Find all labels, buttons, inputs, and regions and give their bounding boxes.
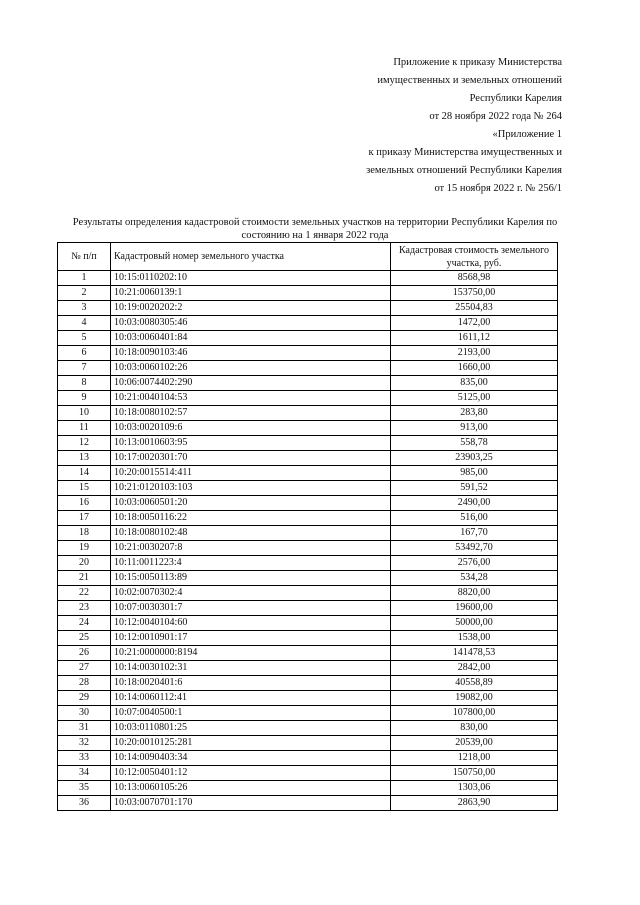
table-row <box>58 391 558 406</box>
cadastral-value: 985,00 <box>391 466 558 481</box>
table-row <box>58 496 558 511</box>
cadastral-value: 2842,00 <box>391 661 558 676</box>
cadastral-number: 10:15:0110202:10 <box>111 271 391 286</box>
row-number: 35 <box>58 781 111 796</box>
header-line: к приказу Министерства имущественных и <box>368 147 562 158</box>
cadastral-number: 10:12:0050401:12 <box>111 766 391 781</box>
row-number: 25 <box>58 631 111 646</box>
row-number: 29 <box>58 691 111 706</box>
cadastral-value: 913,00 <box>391 421 558 436</box>
table-row <box>58 451 558 466</box>
table-row <box>58 466 558 481</box>
cadastral-number: 10:18:0050116:22 <box>111 511 391 526</box>
row-number: 7 <box>58 361 111 376</box>
row-number: 20 <box>58 556 111 571</box>
table-row <box>58 436 558 451</box>
row-number: 19 <box>58 541 111 556</box>
cadastral-value: 53492,70 <box>391 541 558 556</box>
cadastral-number: 10:03:0070701:170 <box>111 796 391 811</box>
cadastral-value: 1611,12 <box>391 331 558 346</box>
cadastral-number: 10:21:0030207:8 <box>111 541 391 556</box>
cadastral-number: 10:19:0020202:2 <box>111 301 391 316</box>
cadastral-value: 20539,00 <box>391 736 558 751</box>
table-header-row <box>58 243 558 271</box>
cadastral-number: 10:14:0030102:31 <box>111 661 391 676</box>
cadastral-number: 10:03:0060102:26 <box>111 361 391 376</box>
column-header-cadastral-value: Кадастровая стоимость земельного участка, руб. <box>391 243 558 271</box>
row-number: 14 <box>58 466 111 481</box>
row-number: 2 <box>58 286 111 301</box>
table-row <box>58 556 558 571</box>
table-row <box>58 481 558 496</box>
table-row <box>58 571 558 586</box>
cadastral-value: 1218,00 <box>391 751 558 766</box>
cadastral-value: 1472,00 <box>391 316 558 331</box>
row-number: 1 <box>58 271 111 286</box>
header-line: земельных отношений Республики Карелия <box>366 165 562 176</box>
table-row <box>58 691 558 706</box>
cadastral-value: 153750,00 <box>391 286 558 301</box>
cadastral-value: 167,70 <box>391 526 558 541</box>
row-number: 27 <box>58 661 111 676</box>
row-number: 28 <box>58 676 111 691</box>
cadastral-value: 534,28 <box>391 571 558 586</box>
cadastral-number: 10:03:0110801:25 <box>111 721 391 736</box>
table-row <box>58 271 558 286</box>
table-row <box>58 646 558 661</box>
cadastral-number: 10:07:0040500:1 <box>111 706 391 721</box>
header-line: Республики Карелия <box>469 93 562 104</box>
cadastral-number: 10:14:0090403:34 <box>111 751 391 766</box>
row-number: 34 <box>58 766 111 781</box>
column-header-number: № п/п <box>58 243 111 271</box>
row-number: 26 <box>58 646 111 661</box>
cadastral-number: 10:07:0030301:7 <box>111 601 391 616</box>
cadastral-number: 10:14:0060112:41 <box>111 691 391 706</box>
cadastral-value: 8820,00 <box>391 586 558 601</box>
table-row <box>58 541 558 556</box>
header-line: от 15 ноября 2022 г. № 256/1 <box>434 183 562 194</box>
cadastral-number: 10:13:0060105:26 <box>111 781 391 796</box>
cadastral-number: 10:13:0010603:95 <box>111 436 391 451</box>
cadastral-value: 23903,25 <box>391 451 558 466</box>
cadastral-value: 40558,89 <box>391 676 558 691</box>
cadastral-number: 10:03:0060501:20 <box>111 496 391 511</box>
table-row <box>58 766 558 781</box>
row-number: 8 <box>58 376 111 391</box>
cadastral-value: 141478,53 <box>391 646 558 661</box>
cadastral-value: 1660,00 <box>391 361 558 376</box>
row-number: 18 <box>58 526 111 541</box>
row-number: 32 <box>58 736 111 751</box>
row-number: 24 <box>58 616 111 631</box>
cadastral-number: 10:03:0080305:46 <box>111 316 391 331</box>
column-header-cadastral-number: Кадастровый номер земельного участка <box>111 243 391 271</box>
cadastral-value: 5125,00 <box>391 391 558 406</box>
cadastral-value: 50000,00 <box>391 616 558 631</box>
table-row <box>58 751 558 766</box>
table-row <box>58 631 558 646</box>
row-number: 3 <box>58 301 111 316</box>
cadastral-number: 10:17:0020301:70 <box>111 451 391 466</box>
table-row <box>58 706 558 721</box>
cadastral-number: 10:18:0090103:46 <box>111 346 391 361</box>
cadastral-number: 10:02:0070302:4 <box>111 586 391 601</box>
table-row <box>58 616 558 631</box>
cadastral-number: 10:20:0015514:411 <box>111 466 391 481</box>
table-row <box>58 316 558 331</box>
cadastral-value: 8568,98 <box>391 271 558 286</box>
row-number: 31 <box>58 721 111 736</box>
cadastral-value: 835,00 <box>391 376 558 391</box>
table-row <box>58 661 558 676</box>
cadastral-number: 10:12:0010901:17 <box>111 631 391 646</box>
row-number: 9 <box>58 391 111 406</box>
cadastral-value: 1303,06 <box>391 781 558 796</box>
row-number: 23 <box>58 601 111 616</box>
cadastral-value-table <box>57 242 558 811</box>
cadastral-value: 558,78 <box>391 436 558 451</box>
table-row <box>58 421 558 436</box>
table-row <box>58 586 558 601</box>
header-line: «Приложение 1 <box>492 129 562 140</box>
table-title: Результаты определения кадастровой стоимости земельных участков на территории Республики Карелия по состоянию на 1 января 2022 года <box>72 217 558 241</box>
cadastral-value: 19600,00 <box>391 601 558 616</box>
table-row <box>58 781 558 796</box>
cadastral-number: 10:21:0120103:103 <box>111 481 391 496</box>
cadastral-value: 19082,00 <box>391 691 558 706</box>
table-row <box>58 526 558 541</box>
table-row <box>58 601 558 616</box>
table-row <box>58 331 558 346</box>
cadastral-value: 2863,90 <box>391 796 558 811</box>
row-number: 11 <box>58 421 111 436</box>
table-row <box>58 301 558 316</box>
cadastral-value: 150750,00 <box>391 766 558 781</box>
cadastral-value: 2576,00 <box>391 556 558 571</box>
cadastral-value: 516,00 <box>391 511 558 526</box>
row-number: 15 <box>58 481 111 496</box>
cadastral-number: 10:06:0074402:290 <box>111 376 391 391</box>
row-number: 36 <box>58 796 111 811</box>
row-number: 6 <box>58 346 111 361</box>
cadastral-number: 10:18:0080102:48 <box>111 526 391 541</box>
cadastral-value: 283,80 <box>391 406 558 421</box>
row-number: 5 <box>58 331 111 346</box>
cadastral-number: 10:21:0000000:8194 <box>111 646 391 661</box>
cadastral-number: 10:20:0010125:281 <box>111 736 391 751</box>
header-line: от 28 ноября 2022 года № 264 <box>429 111 562 122</box>
cadastral-number: 10:03:0060401:84 <box>111 331 391 346</box>
cadastral-value: 2490,00 <box>391 496 558 511</box>
cadastral-value: 1538,00 <box>391 631 558 646</box>
cadastral-number: 10:18:0080102:57 <box>111 406 391 421</box>
row-number: 4 <box>58 316 111 331</box>
cadastral-number: 10:11:0011223:4 <box>111 556 391 571</box>
table-row <box>58 361 558 376</box>
cadastral-value: 2193,00 <box>391 346 558 361</box>
table-row <box>58 406 558 421</box>
row-number: 10 <box>58 406 111 421</box>
row-number: 33 <box>58 751 111 766</box>
table-row <box>58 796 558 811</box>
row-number: 21 <box>58 571 111 586</box>
order-appendix-header <box>366 54 562 198</box>
table-row <box>58 721 558 736</box>
table-row <box>58 346 558 361</box>
cadastral-value: 25504,83 <box>391 301 558 316</box>
row-number: 13 <box>58 451 111 466</box>
row-number: 30 <box>58 706 111 721</box>
table-row <box>58 376 558 391</box>
row-number: 12 <box>58 436 111 451</box>
header-line: Приложение к приказу Министерства <box>393 57 562 68</box>
table-body <box>58 271 558 811</box>
row-number: 22 <box>58 586 111 601</box>
row-number: 17 <box>58 511 111 526</box>
cadastral-number: 10:15:0050113:89 <box>111 571 391 586</box>
row-number: 16 <box>58 496 111 511</box>
header-line: имущественных и земельных отношений <box>377 75 562 86</box>
cadastral-number: 10:18:0020401:6 <box>111 676 391 691</box>
table-row <box>58 511 558 526</box>
table-row <box>58 286 558 301</box>
cadastral-number: 10:21:0060139:1 <box>111 286 391 301</box>
cadastral-number: 10:12:0040104:60 <box>111 616 391 631</box>
cadastral-value: 591,52 <box>391 481 558 496</box>
cadastral-number: 10:21:0040104:53 <box>111 391 391 406</box>
table-row <box>58 736 558 751</box>
table-row <box>58 676 558 691</box>
cadastral-number: 10:03:0020109:6 <box>111 421 391 436</box>
cadastral-value: 107800,00 <box>391 706 558 721</box>
cadastral-value: 830,00 <box>391 721 558 736</box>
